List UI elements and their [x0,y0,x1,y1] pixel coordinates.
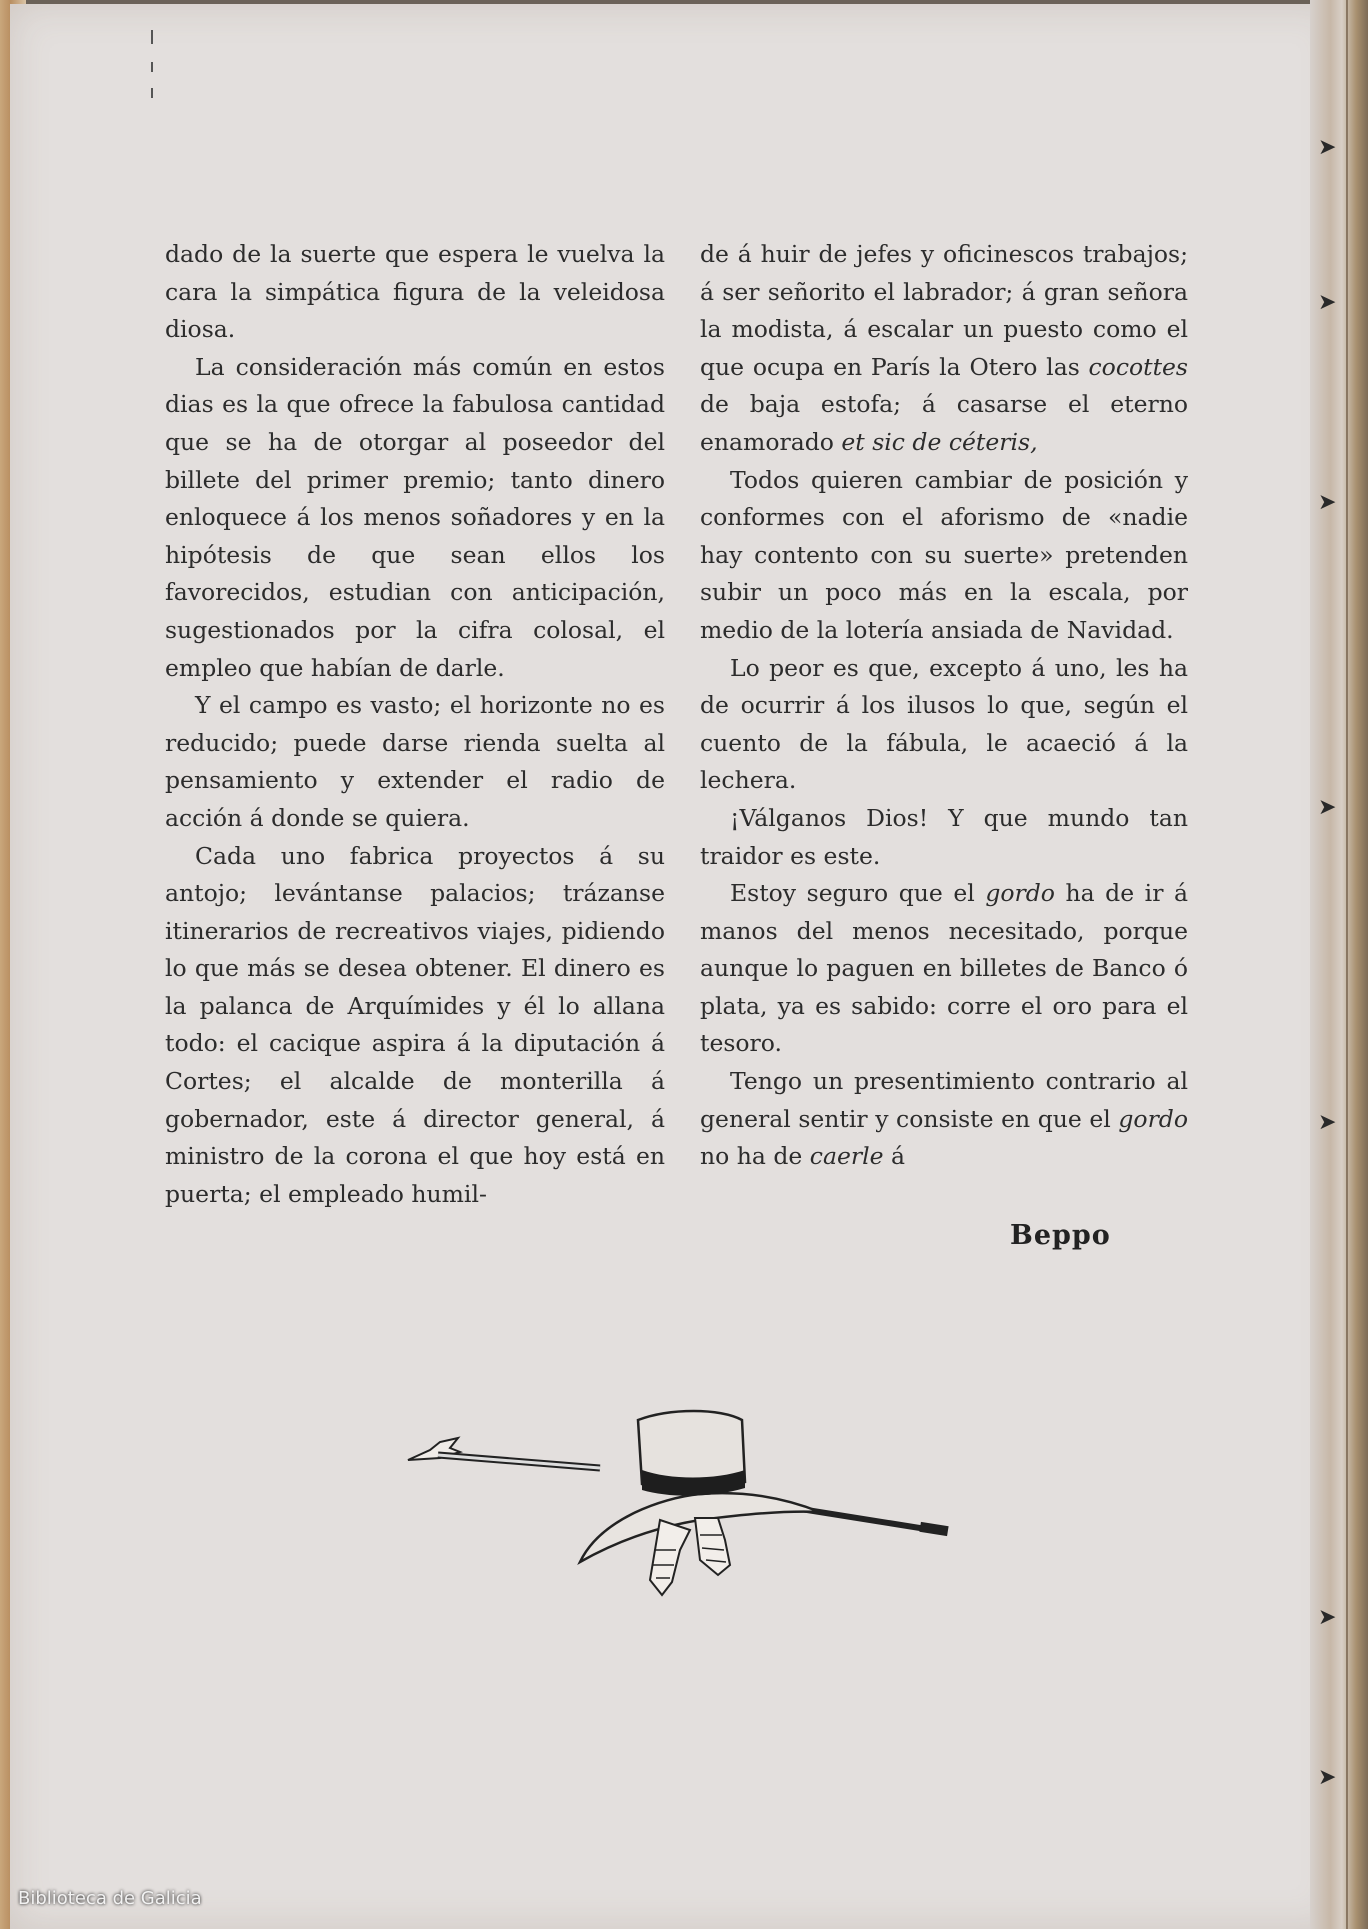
right-p6-text-c: á [883,1142,906,1171]
stitch-mark-icon: ➤ [1318,1110,1337,1135]
right-p6-italic-gordo: gordo [1118,1104,1188,1133]
right-paragraph-3: Lo peor es que, excepto á uno, les ha de ocurrir á los ilusos lo que, según el cuento de la fábula, le acaeció á la lechera. [700,653,1188,795]
right-paragraph-1 [700,236,1188,462]
stitch-mark-icon: ➤ [1318,135,1337,160]
right-text-column [700,236,1188,1176]
binding-line [1346,0,1348,1929]
right-p5-text-a: Estoy seguro que el [730,879,986,908]
footer-credit: Biblioteca de Galicia [18,1888,202,1909]
stitch-mark-icon: ➤ [1318,795,1337,820]
right-p5-italic-gordo: gordo [985,879,1055,908]
left-paragraph-3: Y el campo es vasto; el horizonte no es reducido; puede darse rienda suelta al pensamiento y extender el radio de acción á donde se quiera. [165,691,665,832]
stitch-mark-icon: ➤ [1318,1605,1337,1630]
right-paragraph-5 [700,875,1188,1063]
margin-tick [151,30,153,44]
right-paragraph-4: ¡Válganos Dios! Y que mundo tan traidor es este. [700,803,1188,870]
right-paragraph-6 [700,1063,1188,1176]
margin-tick [151,62,153,72]
right-p1-italic-latin: et sic de céteris, [841,427,1038,456]
hat-cane-gloves-icon [400,1400,970,1610]
right-p1-text-b: de baja estofa; á casarse el eterno enamorado [700,390,1188,456]
margin-tick [151,88,153,98]
right-p5-text-b: ha de ir á manos del menos necesitado, porque aunque lo paguen en billetes de Banco ó plata, ya es sabido: corre el oro para el tesoro. [700,879,1188,1058]
left-text-column [165,236,665,1213]
stitch-mark-icon: ➤ [1318,490,1337,515]
left-paragraph-1: dado de la suerte que espera le vuelva la cara la simpática figura de la veleidosa diosa. [165,240,665,344]
left-paragraph-2: La consideración más común en estos dias es la que ofrece la fabulosa cantidad que se ha de otorgar al poseedor del billete del primer premio; tanto dinero enloquece á los menos soñadores y en la hipótesis de que sean ellos los favorecidos, estudian con anticipación, sugestionados por la cifra colosal, el empleo que habían de darle. [165,352,665,682]
right-p6-text-b: no ha de [700,1142,810,1171]
right-p6-text-a: Tengo un presentimiento contrario al general sentir y consiste en que el [700,1067,1188,1133]
stitch-mark-icon: ➤ [1318,1765,1337,1790]
right-p1-italic-cocottes: cocottes [1088,352,1188,381]
right-p6-italic-caerle: caerle [809,1142,884,1171]
stitch-mark-icon: ➤ [1318,290,1337,315]
signature: Beppo [1010,1220,1111,1251]
left-paragraph-4: Cada uno fabrica proyectos á su antojo; levántanse palacios; trázanse itinerarios de recreativos viajes, pidiendo lo que más se desea obtener. El dinero es la palanca de Arquímides y él lo allana todo: el cacique aspira á la diputación á Cortes; el alcalde de monterilla á gobernador, este á director general, á ministro de la corona el que hoy está en puerta; el empleado humil- [165,841,665,1208]
right-p1-text-a: de á huir de jefes y oficinescos trabajos; á ser señorito el labrador; á gran señora la modista, á escalar un puesto como el que ocupa en París la Otero las [700,240,1188,381]
right-paragraph-2: Todos quieren cambiar de posición y conformes con el aforismo de «nadie hay contento con su suerte» pretenden subir un poco más en la escala, por medio de la lotería ansiada de Navidad. [700,465,1188,644]
